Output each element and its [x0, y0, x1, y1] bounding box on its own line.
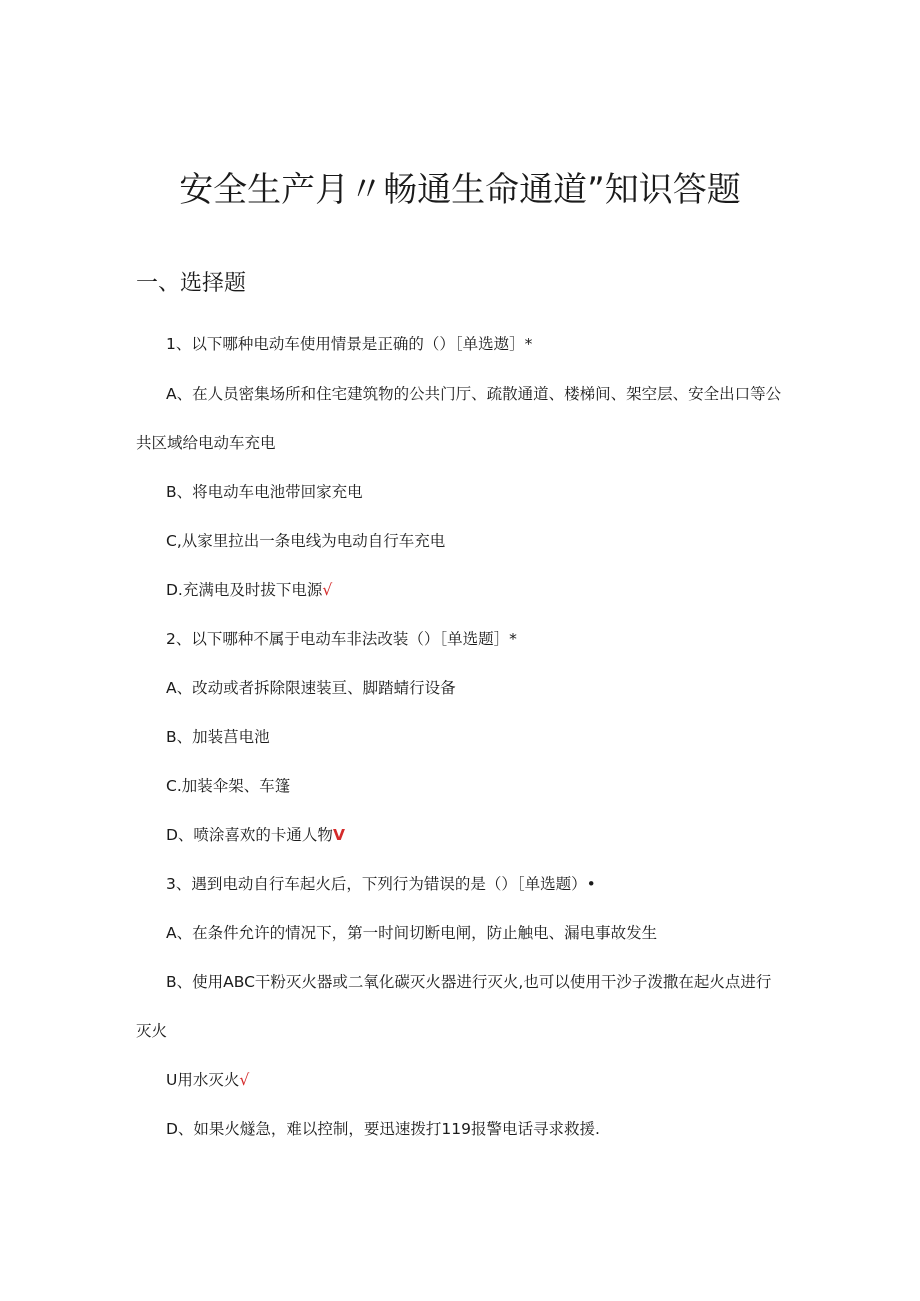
section-heading: 一、选择题 [136, 271, 247, 296]
option-text: U用水灭火 [166, 1071, 240, 1089]
option-text: D.充满电及时拔下电源 [166, 581, 323, 599]
question-1-option-a-line1: A、在人员密集场所和住宅建筑物的公共门厅、疏散通道、楼梯间、架空层、安全出口等公 [166, 385, 782, 403]
question-3-option-a: A、在条件允许的情况下，第一时间切断电闸，防止触电、漏电事故发生 [166, 924, 658, 942]
question-3-option-d: D、如果火燧急，难以控制，要迅速拨打119报警电话寻求救援. [166, 1120, 600, 1138]
question-2-option-d [166, 825, 345, 845]
answer-check-mark: √ [322, 581, 333, 599]
answer-check-mark: V [332, 826, 345, 844]
question-1-option-b: B、将电动车电池带回家充电 [166, 483, 363, 501]
answer-check-mark: √ [239, 1071, 250, 1089]
question-2-option-b: B、加装莒电池 [166, 728, 270, 746]
question-3-stem: 3、遇到电动自行车起火后，下列行为错误的是（）［单选题）• [166, 875, 596, 893]
question-3-option-c [166, 1070, 249, 1090]
question-1-option-d [166, 580, 332, 600]
question-2-stem: 2、以下哪种不属于电动车非法改装（）［单选题］* [166, 630, 517, 648]
question-3-option-b-line2: 灭火 [136, 1022, 168, 1040]
question-2-option-c: C.加装伞架、车篷 [166, 777, 291, 795]
question-1-option-c: C,从家里拉出一条电线为电动自行车充电 [166, 532, 446, 550]
question-1-stem: 1、以下哪种电动车使用情景是正确的（）［单选遨］* [166, 335, 533, 353]
question-3-option-b-line1: B、使用ABC干粉灭火器或二氧化碳灭火器进行灭火,也可以使用干沙子泼撒在起火点进行 [166, 973, 772, 991]
question-2-option-a: A、改动或者拆除限速装亘、脚踏蜻行设备 [166, 679, 456, 697]
question-1-option-a-line2: 共区域给电动车充电 [136, 434, 276, 452]
page-title: 安全生产月〃畅通生命通道”知识答题 [179, 170, 741, 210]
option-text: D、喷涂喜欢的卡通人物 [166, 826, 333, 844]
